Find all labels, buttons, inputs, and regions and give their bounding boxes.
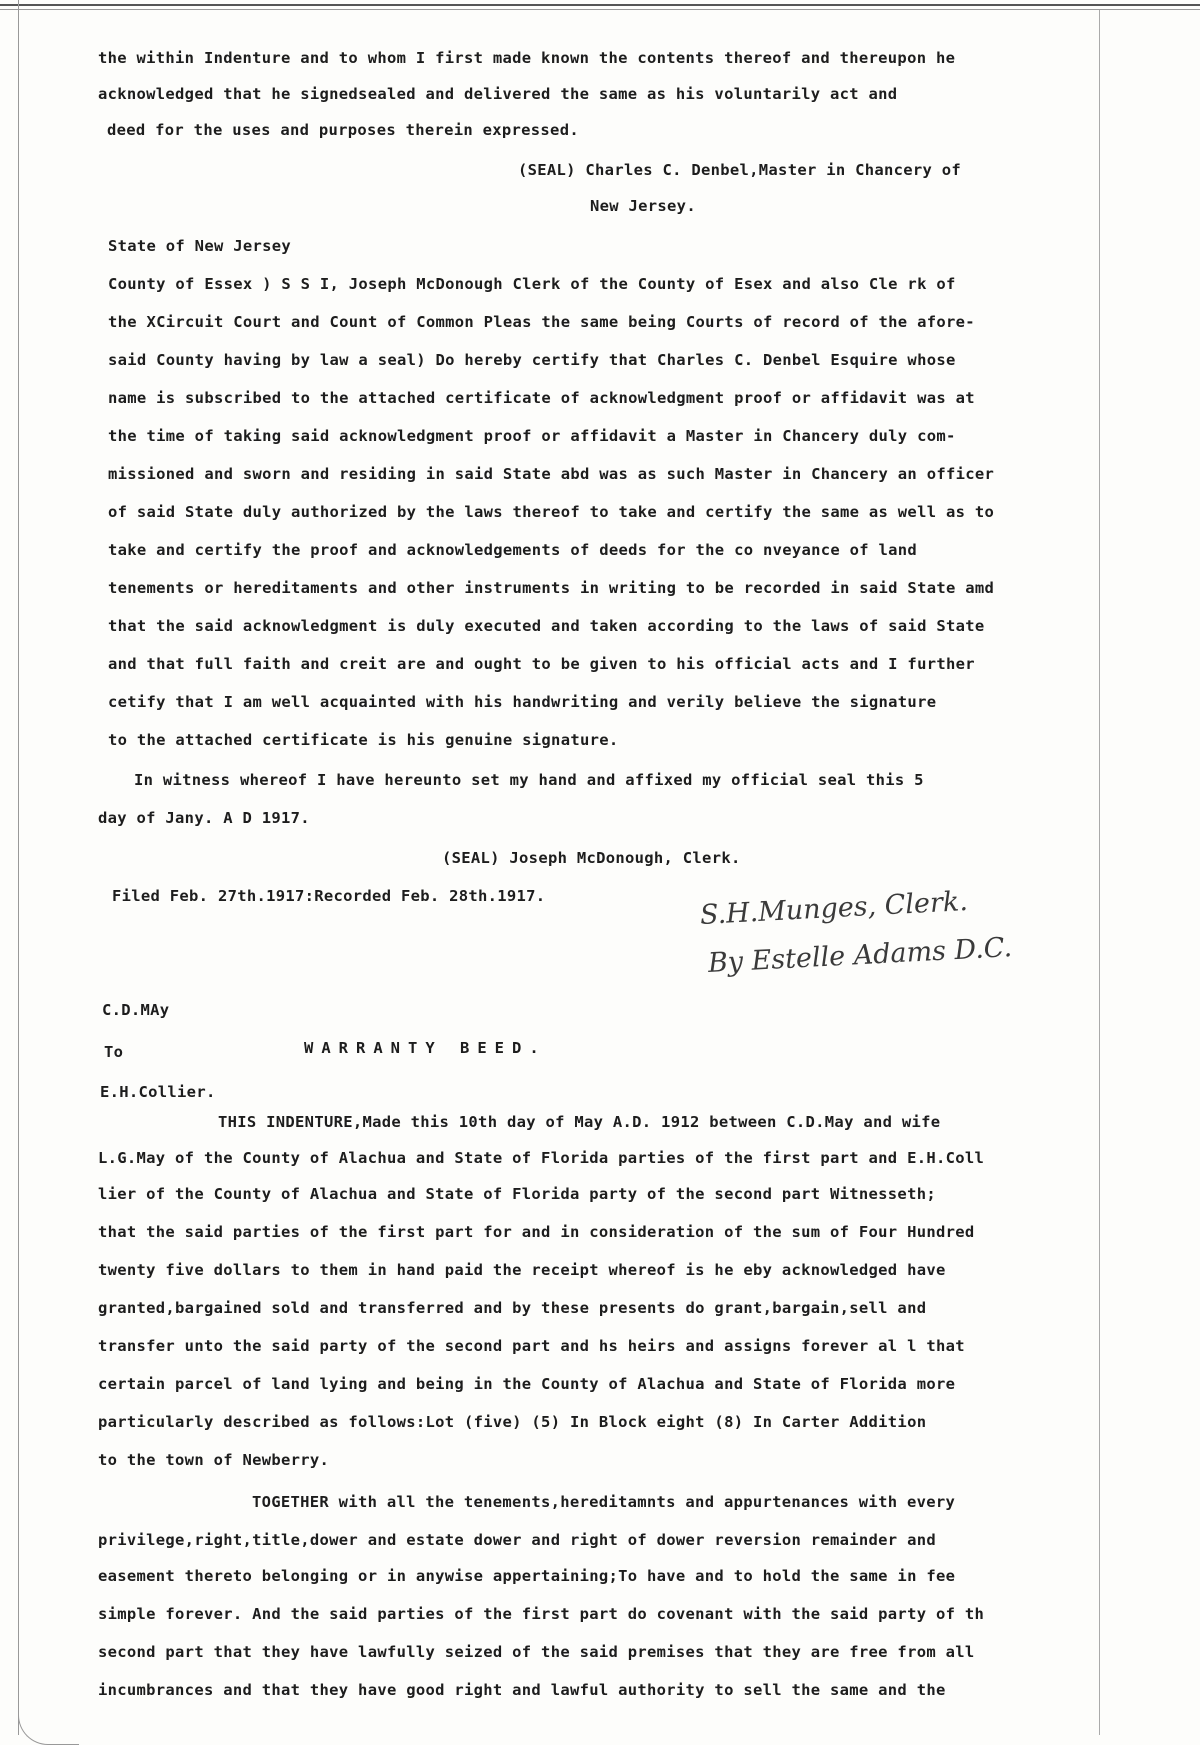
text-line-17: and that full faith and creit are and ought to be given to his official acts and I further (108, 655, 975, 673)
page-corner-curl (18, 1714, 79, 1745)
to-label: To (104, 1043, 124, 1061)
deed-title: WARRANTY BEED. (304, 1039, 547, 1057)
text-line-14: take and certify the proof and acknowledgements of deeds for the co nveyance of land (108, 541, 918, 559)
text-line-18: cetify that I am well acquainted with his handwriting and verily believe the signature (108, 693, 937, 711)
deed-line-15: second part that they have lawfully seized of the said premises that they are free from all (98, 1643, 975, 1661)
clerk-handwritten-signature: S.H.Munges, Clerk. (699, 885, 969, 931)
deed-together-line: TOGETHER with all the tenements,hereditamnts and appurtenances with every (252, 1493, 956, 1511)
text-line-3: deed for the uses and purposes therein expressed. (107, 121, 579, 139)
deed-line-1: THIS INDENTURE,Made this 10th day of May A.D. 1912 between C.D.May and wife (218, 1113, 941, 1131)
text-line-15: tenements or hereditaments and other instruments in writing to be recorded in said State amd (108, 579, 995, 597)
deed-line-9: particularly described as follows:Lot (five) (5) In Block eight (8) In Carter Addition (98, 1413, 927, 1431)
seal-signature-line-2: New Jersey. (590, 197, 696, 215)
text-line-19: to the attached certificate is his genuine signature. (108, 731, 619, 749)
text-line-2: acknowledged that he signedsealed and delivered the same as his voluntarily act and (98, 85, 898, 103)
text-line-8: the XCircuit Court and Count of Common Pleas the same being Courts of record of the afore- (108, 313, 975, 331)
filed-recorded-line: Filed Feb. 27th.1917:Recorded Feb. 28th.1917. (112, 887, 546, 905)
left-margin-rule (18, 0, 19, 1735)
deputy-handwritten-signature: By Estelle Adams D.C. (707, 932, 1013, 979)
deed-line-14: simple forever. And the said parties of the first part do covenant with the said party of th (98, 1605, 985, 1623)
deed-line-2: L.G.May of the County of Alachua and State of Florida parties of the first part and E.H.Coll (98, 1149, 985, 1167)
text-line-12: missioned and sworn and residing in said State abd was as such Master in Chancery an officer (108, 465, 995, 483)
text-line-9: said County having by law a seal) Do hereby certify that Charles C. Denbel Esquire whose (108, 351, 956, 369)
text-line-witness: In witness whereof I have hereunto set my hand and affixed my official seal this 5 (134, 771, 924, 789)
top-border-rule (0, 4, 1200, 6)
deed-line-16: incumbrances and that they have good right and lawful authority to sell the same and the (98, 1681, 946, 1699)
deed-line-5: twenty five dollars to them in hand paid the receipt whereof is he eby acknowledged have (98, 1261, 946, 1279)
deed-line-13: easement thereto belonging or in anywise appertaining;To have and to hold the same in fee (98, 1567, 956, 1585)
seal-signature-line: (SEAL) Charles C. Denbel,Master in Chancery of (518, 161, 962, 179)
deed-line-12: privilege,right,title,dower and estate dower and right of dower reversion remainder and (98, 1531, 936, 1549)
deed-line-6: granted,bargained sold and transferred and by these presents do grant,bargain,sell and (98, 1299, 927, 1317)
text-line-16: that the said acknowledgment is duly executed and taken according to the laws of said State (108, 617, 985, 635)
text-line-13: of said State duly authorized by the laws thereof to take and certify the same as well as to (108, 503, 995, 521)
deed-line-10: to the town of Newberry. (98, 1451, 330, 1469)
text-line-date: day of Jany. A D 1917. (98, 809, 310, 827)
deed-line-7: transfer unto the said party of the second part and hs heirs and assigns forever al l that (98, 1337, 965, 1355)
text-line-state: State of New Jersey (108, 237, 292, 255)
deed-line-3: lier of the County of Alachua and State of Florida party of the second part Witnesseth; (98, 1185, 936, 1203)
top-border-rule-secondary (0, 9, 1200, 10)
text-line-7: County of Essex ) S S I, Joseph McDonough Clerk of the County of Esex and also Cle rk of (108, 275, 956, 293)
right-margin-rule (1099, 10, 1100, 1735)
text-line-1: the within Indenture and to whom I first made known the contents thereof and thereupon he (98, 49, 956, 67)
grantee-name: E.H.Collier. (100, 1083, 216, 1101)
text-line-11: the time of taking said acknowledgment proof or affidavit a Master in Chancery duly com- (108, 427, 956, 445)
deed-line-8: certain parcel of land lying and being in the County of Alachua and State of Florida more (98, 1375, 956, 1393)
grantor-name: C.D.MAy (102, 1001, 170, 1019)
deed-line-4: that the said parties of the first part for and in consideration of the sum of Four Hundred (98, 1223, 975, 1241)
text-line-10: name is subscribed to the attached certificate of acknowledgment proof or affidavit was at (108, 389, 975, 407)
clerk-seal-line: (SEAL) Joseph McDonough, Clerk. (442, 849, 741, 867)
